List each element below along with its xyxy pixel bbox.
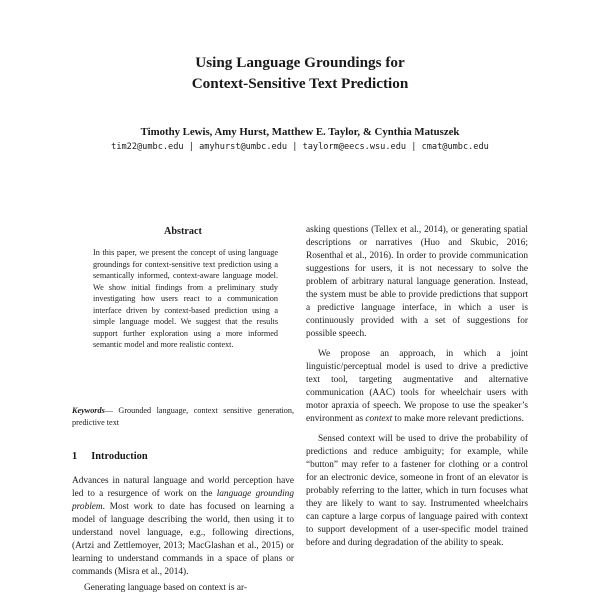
section-heading-introduction [72, 451, 148, 462]
right-paragraph-2: We propose an approach, in which a joint linguistic/perceptual model is used to drive a predictive text tool, targeting augmentative and alternative communication (AAC) tools for wheelchair users with motor apraxia of speech. We propose to use the speaker’s environment as context to make more relevant predictions. [306, 349, 528, 424]
abstract-text: In this paper, we present the concept of using language groundings for context-sensitive text prediction using a semantically informed, context-aware language model. We show initial findings from a preliminary study investigating how users react to a communication interface driven by context-based prediction using a simple language model. We suggest that the results support further exploration using a more informed semantic model and more realistic context. [93, 248, 278, 349]
title-line-2: Context-Sensitive Text Prediction [191, 75, 409, 92]
title-line-1: Using Language Groundings for [195, 54, 405, 71]
right-paragraph-3: Sensed context will be used to drive the probability of predictions and reduce ambiguity; for example, while “button” may refer to a fastener for clothing or a control for an electronic device, someone in front of an elevator is probably referring to the latter, which in turn focuses what they are likely to want to say. Instrumented wheelchairs can capture a large corpus of language paired with context to support development of a user-specific model trained before and during degradation of the ability to speak. [306, 434, 528, 548]
right-paragraph-1: asking questions (Tellex et al., 2014), or generating spatial descriptions or narratives (Huo and Skubic, 2016; Rosenthal et al., 2016). In order to provide communication suggestions for users, it is not necessary to solve the problem of arbitrary natural language generation. Instead, the system must be able to provide predictions that support a predictive language interface, in which a user is continuously provided with a set of suggestions for possible speech. [306, 225, 528, 339]
abstract-heading: Abstract [164, 226, 202, 237]
paper-title [0, 52, 600, 94]
keywords [72, 405, 294, 428]
introduction-body [72, 475, 294, 595]
context-emphasis: context [365, 414, 393, 424]
keywords-text: — Grounded language, context sensitive generation, predictive text [72, 406, 294, 427]
intro-emphasis: language grounding problem [72, 489, 294, 512]
intro-paragraph-2: Generating language based on context is ar- [84, 583, 247, 593]
author-emails: tim22@umbc.edu | amyhurst@umbc.edu | taylorm@eecs.wsu.edu | cmat@umbc.edu [111, 142, 489, 152]
section-title: Introduction [91, 451, 148, 462]
intro-paragraph-1: Advances in natural language and world perception have led to a resurgence of work on the language grounding problem. Most work to date has focused on learning a model of language describing the world, then using it to understand novel language, e.g., following directions, (Artzi and Zettlemoyer, 2013; MacGlashan et al., 2015) or learning to understand commands in a space of plans or commands (Misra et al., 2014). [72, 476, 294, 577]
right-column-body [306, 224, 528, 557]
keywords-label: Keywords [72, 406, 105, 415]
author-list: Timothy Lewis, Amy Hurst, Matthew E. Taylor, & Cynthia Matuszek [140, 126, 460, 138]
section-number: 1 [72, 451, 78, 462]
